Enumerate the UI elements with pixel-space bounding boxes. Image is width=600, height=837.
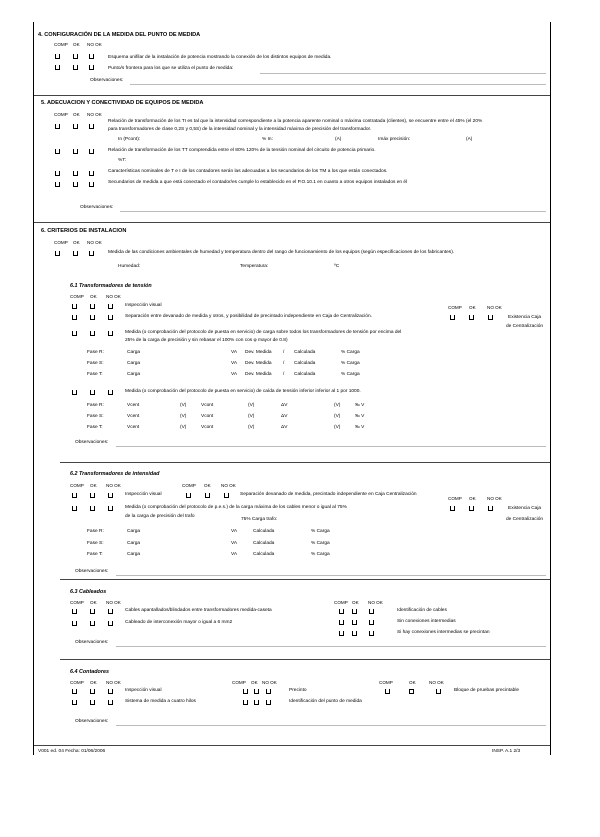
- slash: /: [283, 361, 285, 366]
- slash: /: [283, 372, 285, 377]
- checkbox-nook[interactable]: [89, 124, 94, 129]
- checkbox-comp[interactable]: [55, 182, 60, 187]
- checkbox-nook[interactable]: [89, 149, 94, 154]
- checkbox-ok[interactable]: [73, 124, 78, 129]
- checkbox-nook[interactable]: [108, 493, 113, 498]
- header-comp: COMP: [334, 600, 348, 605]
- bloque-pruebas-label: Bloque de pruebas precintable: [454, 688, 520, 693]
- observaciones-label: Observaciones:: [75, 640, 109, 645]
- checkbox-nook[interactable]: [369, 609, 374, 614]
- checkbox-ok[interactable]: [90, 700, 95, 705]
- unit-va: VA: [231, 541, 238, 546]
- checkbox-nook[interactable]: [266, 700, 271, 705]
- header-nook: NO OK: [106, 294, 121, 299]
- footer-divider: [34, 745, 550, 746]
- observaciones-line[interactable]: [120, 211, 546, 212]
- checkbox-ok[interactable]: [73, 171, 78, 176]
- medida-carga-line2: 25% de la carga de precisión y sin rebasar el 100% con cos φ mayor de 0.8): [125, 338, 288, 343]
- observaciones-label: Observaciones:: [75, 440, 109, 445]
- unit-v: (V): [334, 425, 341, 430]
- observaciones-line[interactable]: [116, 446, 546, 447]
- checkbox-comp[interactable]: [72, 700, 77, 705]
- checkbox-nook[interactable]: [89, 54, 94, 59]
- pct-carga-label: % Carga: [311, 552, 330, 557]
- pct-t-label: %T:: [118, 158, 126, 163]
- unit-amp: (A): [466, 137, 473, 142]
- pct-carga-label: % Carga: [341, 350, 360, 355]
- vcont-label: Vcont: [201, 403, 214, 408]
- header-ok: OK: [90, 294, 97, 299]
- vcont-label: Vcont: [201, 414, 214, 419]
- header-ok: OK: [352, 600, 359, 605]
- vcent-label: Vcent: [127, 425, 140, 430]
- carga-label: Carga: [127, 350, 141, 355]
- checkbox-ok[interactable]: [352, 609, 357, 614]
- checkbox-ok[interactable]: [73, 182, 78, 187]
- header-nook: NO OK: [487, 305, 502, 310]
- unit-v: (V): [180, 414, 187, 419]
- unit-v: (V): [248, 403, 255, 408]
- observaciones-label: Observaciones:: [80, 205, 114, 210]
- pct-in-label: % In:: [262, 137, 273, 142]
- observaciones-line[interactable]: [130, 84, 546, 85]
- header-comp: COMP: [70, 483, 84, 488]
- header-nook: NO OK: [106, 600, 121, 605]
- pct-carga-label: % Carga: [311, 529, 330, 534]
- cables-apantallados-label: Cables apantallados/blindados entre transformadores medida-caseta: [125, 608, 272, 613]
- header-ok: OK: [90, 483, 97, 488]
- header-nook: NO OK: [429, 680, 444, 685]
- header-ok: OK: [73, 240, 80, 245]
- observaciones-line[interactable]: [116, 575, 546, 576]
- footer-version: V001 ed. 04 Fecha: 01/06/2006: [38, 749, 106, 754]
- calculada-label: Calculada: [294, 350, 316, 355]
- checkbox-comp[interactable]: [339, 631, 344, 636]
- fase-label: Fase R:: [87, 529, 104, 534]
- vcent-label: Vcent: [127, 403, 140, 408]
- unit-v: (V): [248, 425, 255, 430]
- checkbox-nook[interactable]: [436, 689, 441, 694]
- section-divider: [34, 95, 550, 96]
- medida-carga-cables-line1: Medida (o comprobación del protocolo de p.e.s.) de la carga máxima de los cables menor o igual al 75%: [125, 505, 347, 510]
- header-ok: OK: [90, 600, 97, 605]
- inspeccion-visual-label: Inspección visual: [125, 688, 162, 693]
- unit-v: (V): [334, 414, 341, 419]
- s5-item2: Relación de transformación de los TT comprendida entre el 80% 120% de la tensión nominal del circuito de potencia primario.: [108, 148, 376, 153]
- checkbox-nook[interactable]: [369, 620, 374, 625]
- fase-label: Fase S:: [87, 361, 104, 366]
- unit-v: (V): [180, 403, 187, 408]
- checkbox-comp[interactable]: [72, 493, 77, 498]
- delta-v-label: ΔV: [281, 425, 288, 430]
- delta-v-label: ΔV: [281, 403, 288, 408]
- pct-carga-label: % Carga: [311, 541, 330, 546]
- header-comp: COMP: [54, 240, 68, 245]
- temperatura-label: Temperatura:: [240, 264, 269, 269]
- humedad-label: Humedad:: [118, 264, 141, 269]
- unit-v: (V): [180, 425, 187, 430]
- imax-label: Imáx precisión:: [378, 137, 411, 142]
- unit-va: VA: [231, 552, 238, 557]
- existencia-caja-label: Existencia Caja: [508, 506, 542, 511]
- s5-item1-line1: Relación de transformación de los TI es tal que la intensidad correspondiente a la potencia aparente nominal o máxima contratada (clientes), se encuentre entre el 45% (el 20%: [108, 119, 483, 124]
- checkbox-nook[interactable]: [108, 689, 113, 694]
- header-comp: COMP: [448, 496, 462, 501]
- de-centralizacion-label: de Centralización: [506, 517, 544, 522]
- page-frame-right: [550, 22, 551, 755]
- header-nook: NO OK: [87, 112, 102, 117]
- checkbox-ok[interactable]: [90, 304, 95, 309]
- checkbox-nook[interactable]: [488, 315, 493, 320]
- header-ok: OK: [251, 680, 258, 685]
- checkbox-ok[interactable]: [90, 315, 95, 320]
- header-comp: COMP: [70, 600, 84, 605]
- identificacion-cables-label: Identificación de cables: [397, 608, 447, 613]
- precinto-label: Precinto: [289, 688, 307, 693]
- s4-item-esquema: Esquema unifilar de la instalación de potencia mostrando la conexión de los distintos equipos de medida.: [108, 55, 332, 60]
- checkbox-nook[interactable]: [89, 251, 94, 256]
- calculada-label: Calculada: [294, 361, 316, 366]
- checkbox-comp[interactable]: [385, 689, 390, 694]
- fase-label: Fase T:: [87, 372, 103, 377]
- checkbox-comp[interactable]: [72, 390, 77, 395]
- footer-page-ref: INSP. A.1 2/3: [492, 749, 521, 754]
- de-centralizacion-label: de Centralización: [506, 324, 544, 329]
- pct-carga-label: % Carga: [341, 372, 360, 377]
- permil-v-label: ‰ V: [355, 403, 365, 408]
- checkbox-comp[interactable]: [450, 315, 455, 320]
- checkbox-comp[interactable]: [72, 506, 77, 511]
- section-divider: [34, 222, 550, 223]
- checkbox-comp[interactable]: [55, 124, 60, 129]
- header-comp: COMP: [70, 294, 84, 299]
- checkbox-nook[interactable]: [108, 609, 113, 614]
- checkbox-nook[interactable]: [108, 304, 113, 309]
- medida-carga-line1: Medida (o comprobación del protocolo de puesta en servicio) de carga sobre todos los transformadores de tensión por encima del: [125, 330, 402, 335]
- carga-label: Carga: [127, 372, 141, 377]
- section-divider: [60, 579, 550, 580]
- subsection-6-4-title: 6.4 Contadores: [70, 669, 109, 675]
- carga-label: Carga: [127, 529, 141, 534]
- answer-line[interactable]: [260, 73, 546, 74]
- header-nook: NO OK: [106, 483, 121, 488]
- header-comp: COMP: [54, 42, 68, 47]
- checkbox-nook[interactable]: [108, 506, 113, 511]
- checkbox-nook[interactable]: [488, 506, 493, 511]
- s5-item4: Secundarios de medida a que está conectado el contador/es cumple lo establecido en el P.O.10.1 en cuanto a otros equipos instalados en él: [108, 180, 408, 185]
- unit-amp: (A): [335, 137, 342, 142]
- unit-v: (V): [248, 414, 255, 419]
- checkbox-ok[interactable]: [409, 689, 414, 694]
- pct-carga-label: % Carga: [341, 361, 360, 366]
- checkbox-comp[interactable]: [72, 689, 77, 694]
- fase-label: Fase R:: [87, 350, 104, 355]
- checkbox-comp[interactable]: [72, 304, 77, 309]
- header-nook: NO OK: [368, 600, 383, 605]
- permil-v-label: ‰ V: [355, 425, 365, 430]
- checkbox-ok[interactable]: [254, 700, 259, 705]
- header-comp: COMP: [182, 483, 196, 488]
- checkbox-comp[interactable]: [339, 609, 344, 614]
- separacion-label: Separación entre devanado de medida y otros, y posibilidad de precintado independiente en Caja de Centralización.: [125, 314, 372, 319]
- checkbox-comp[interactable]: [72, 331, 77, 336]
- section-divider: [60, 659, 550, 660]
- checkbox-ok[interactable]: [90, 493, 95, 498]
- subsection-6-3-title: 6.3 Cableados: [70, 589, 107, 595]
- header-nook: NO OK: [106, 680, 121, 685]
- permil-v-label: ‰ V: [355, 414, 365, 419]
- calculada-label: Calculada: [294, 372, 316, 377]
- header-comp: COMP: [448, 305, 462, 310]
- header-nook: NO OK: [87, 240, 102, 245]
- checkbox-nook[interactable]: [369, 631, 374, 636]
- checkbox-nook[interactable]: [108, 621, 113, 626]
- calculada-label: Calculada: [253, 552, 275, 557]
- checkbox-ok[interactable]: [90, 609, 95, 614]
- s5-item1-line2: para transformadores de clase 0,2S y 0,5S) de la intensidad nominal y la intensidad máxima de precisión del transformador.: [108, 127, 372, 132]
- checkbox-ok[interactable]: [73, 149, 78, 154]
- observaciones-line[interactable]: [116, 646, 546, 647]
- dev-medida-label: Dev. Medida: [245, 350, 272, 355]
- sistema-cuatro-hilos-label: Sistema de medida a cuatro hilos: [125, 699, 196, 704]
- subsection-6-1-title: 6.1 Transformadores de tensión: [70, 283, 152, 289]
- header-nook: NO OK: [221, 483, 236, 488]
- checkbox-ok[interactable]: [469, 506, 474, 511]
- checkbox-comp[interactable]: [55, 65, 60, 70]
- checkbox-comp[interactable]: [243, 700, 248, 705]
- dev-medida-label: Dev. Medida: [245, 361, 272, 366]
- carga-trafo-label: 75% Carga trafo:: [241, 517, 278, 522]
- checkbox-comp[interactable]: [72, 621, 77, 626]
- checkbox-ok[interactable]: [254, 689, 259, 694]
- medida-carga-cables-line2: de la carga de precisión del trafo: [125, 514, 195, 519]
- checkbox-ok[interactable]: [352, 631, 357, 636]
- existencia-caja-label: Existencia Caja: [508, 315, 542, 320]
- fase-label: Fase R:: [87, 403, 104, 408]
- checkbox-nook[interactable]: [266, 689, 271, 694]
- unit-va: VA: [231, 529, 238, 534]
- carga-label: Carga: [127, 541, 141, 546]
- unit-va: VA: [231, 372, 238, 377]
- fase-label: Fase S:: [87, 541, 104, 546]
- checkbox-ok[interactable]: [90, 506, 95, 511]
- sin-conexiones-label: Sin conexiones intermedias: [397, 619, 456, 624]
- inspeccion-visual-label: Inspección visual: [125, 303, 162, 308]
- checkbox-comp[interactable]: [339, 620, 344, 625]
- calculada-label: Calculada: [253, 529, 275, 534]
- observaciones-label: Observaciones:: [90, 78, 124, 83]
- fase-label: Fase T:: [87, 425, 103, 430]
- inspeccion-visual-label: Inspección visual: [125, 492, 162, 497]
- checkbox-nook[interactable]: [108, 331, 113, 336]
- observaciones-line[interactable]: [116, 725, 546, 726]
- s5-item3: Características nominales de T e I de los contadores serán las adecuadas a los secundarios de los TM a los que están conectados.: [108, 169, 388, 174]
- unit-va: VA: [231, 361, 238, 366]
- header-ok: OK: [90, 680, 97, 685]
- carga-label: Carga: [127, 361, 141, 366]
- calculada-label: Calculada: [253, 541, 275, 546]
- section-4-title: 4. CONFIGURACIÓN DE LA MEDIDA DEL PUNTO DE MEDIDA: [38, 32, 201, 38]
- header-ok: OK: [204, 483, 211, 488]
- header-ok: OK: [73, 112, 80, 117]
- checkbox-ok[interactable]: [90, 689, 95, 694]
- checkbox-comp[interactable]: [55, 251, 60, 256]
- checkbox-comp[interactable]: [72, 315, 77, 320]
- header-ok: OK: [469, 496, 476, 501]
- unit-va: VA: [231, 350, 238, 355]
- header-nook: NO OK: [87, 42, 102, 47]
- fase-label: Fase S:: [87, 414, 104, 419]
- s4-item-punto-frontera: Punto/s frontera para los que se utiliza el punto de medida:: [108, 66, 234, 71]
- header-nook: NO OK: [487, 496, 502, 501]
- checkbox-nook[interactable]: [89, 182, 94, 187]
- checkbox-comp[interactable]: [186, 493, 191, 498]
- checkbox-ok[interactable]: [90, 390, 95, 395]
- checkbox-ok[interactable]: [73, 65, 78, 70]
- slash: /: [283, 350, 285, 355]
- checkbox-comp[interactable]: [55, 171, 60, 176]
- observaciones-label: Observaciones:: [75, 569, 109, 574]
- dev-medida-label: Dev. Medida: [245, 372, 272, 377]
- section-5-title: 5. ADECUACION Y CONECTIVIDAD DE EQUIPOS DE MEDIDA: [41, 100, 204, 106]
- checkbox-comp[interactable]: [450, 506, 455, 511]
- delta-v-label: ΔV: [281, 414, 288, 419]
- checkbox-ok[interactable]: [205, 493, 210, 498]
- section-6-title: 6. CRITERIOS DE INSTALACION: [41, 228, 127, 234]
- checkbox-nook[interactable]: [108, 700, 113, 705]
- checkbox-nook[interactable]: [89, 65, 94, 70]
- checkbox-ok[interactable]: [352, 620, 357, 625]
- caida-tension-label: Medida (o comprobación del protocolo de puesta en servicio) de caída de tensión inferior inferior al 1 por 1000.: [125, 389, 361, 394]
- separacion-devanado-label: Separación devanado de medida, precintado independiente en Caja Centralización: [240, 492, 417, 497]
- checkbox-nook[interactable]: [224, 493, 229, 498]
- carga-label: Carga: [127, 552, 141, 557]
- unit-v: (V): [334, 403, 341, 408]
- subsection-6-2-title: 6.2 Transformadores de intensidad: [70, 471, 160, 477]
- header-ok: OK: [409, 680, 416, 685]
- checkbox-nook[interactable]: [89, 171, 94, 176]
- cableado-interconexion-label: Cableado de interconexión mayor o igual a 6 mm2: [125, 620, 233, 625]
- checkbox-comp[interactable]: [243, 689, 248, 694]
- header-ok: OK: [73, 42, 80, 47]
- identificacion-punto-label: Identificación del punto de medida: [289, 699, 362, 704]
- celsius-unit: ºC: [334, 264, 340, 269]
- s6-item-condiciones: Medida de las condiciones ambientales de humedad y temperatura dentro del rango de funcionamiento de los equipos (según especificaciones de los fabricantes).: [108, 250, 455, 255]
- checkbox-comp[interactable]: [55, 149, 60, 154]
- checkbox-nook[interactable]: [108, 390, 113, 395]
- header-comp: COMP: [379, 680, 393, 685]
- checkbox-ok[interactable]: [90, 331, 95, 336]
- checkbox-ok[interactable]: [73, 251, 78, 256]
- checkbox-comp[interactable]: [72, 609, 77, 614]
- header-ok: OK: [469, 305, 476, 310]
- observaciones-label: Observaciones:: [75, 719, 109, 724]
- si-hay-conexiones-label: Si hay conexiones intermedias se precintan: [397, 630, 490, 635]
- header-comp: COMP: [70, 680, 84, 685]
- checkbox-ok[interactable]: [469, 315, 474, 320]
- section-divider: [60, 462, 550, 463]
- checkbox-comp[interactable]: [55, 54, 60, 59]
- header-comp: COMP: [232, 680, 246, 685]
- checkbox-ok[interactable]: [73, 54, 78, 59]
- in-pcont-label: In (Pcont):: [118, 137, 141, 142]
- vcent-label: Vcent: [127, 414, 140, 419]
- vcont-label: Vcont: [201, 425, 214, 430]
- checkbox-nook[interactable]: [108, 315, 113, 320]
- checkbox-ok[interactable]: [90, 621, 95, 626]
- fase-label: Fase T:: [87, 552, 103, 557]
- header-comp: COMP: [54, 112, 68, 117]
- page-frame-left: [33, 22, 34, 755]
- header-nook: NO OK: [262, 680, 277, 685]
